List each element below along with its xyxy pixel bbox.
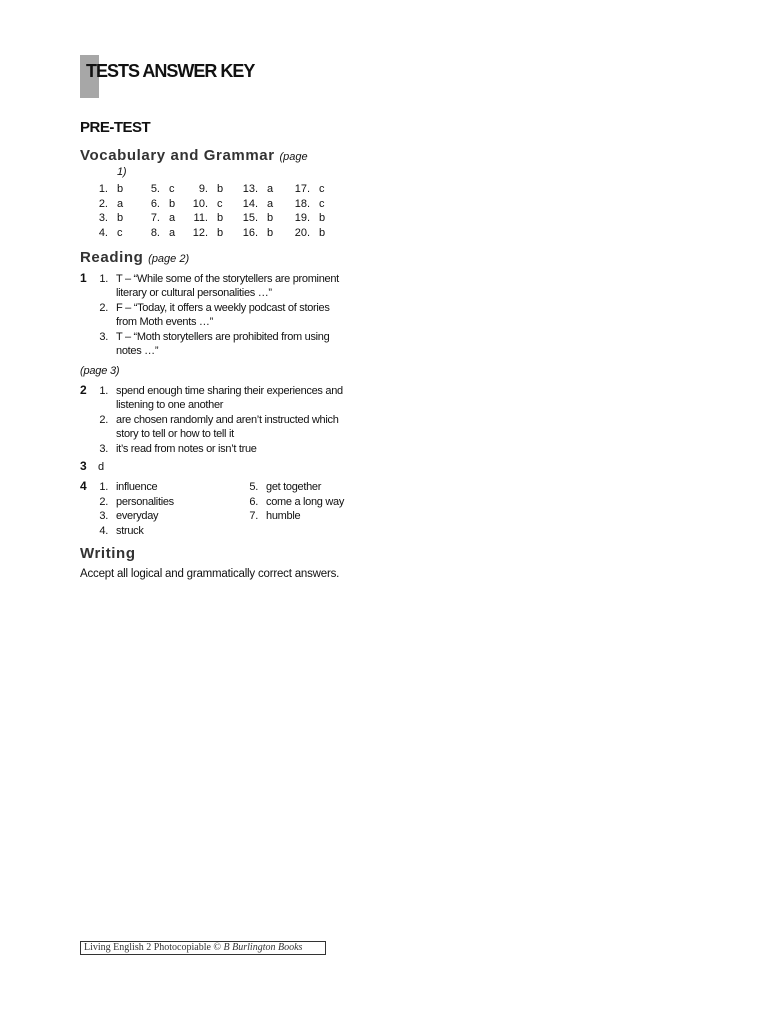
reading-q1-item-number: 2. — [99, 302, 108, 314]
reading-q1-item-text-cont: notes …” — [116, 345, 159, 357]
reading-q2-item-text: it’s read from notes or isn’t true — [116, 443, 257, 455]
vocab-answer-letter: b — [319, 226, 326, 239]
reading-q2-item-text-cont: story to tell or how to tell it — [116, 428, 234, 440]
reading-q4-left-item-number: 4. — [99, 524, 108, 537]
vocab-answer-letter: c — [169, 183, 175, 195]
vocab-question-number: 6. — [150, 197, 160, 210]
vocab-question-number: 9. — [198, 183, 208, 195]
vocab-page-ref: (page — [279, 151, 308, 163]
vocab-question-number: 12. — [192, 226, 208, 239]
vocab-question-number: 2. — [98, 197, 108, 210]
vocab-answer-letter: b — [217, 183, 224, 195]
vocab-answer-letter: a — [169, 212, 176, 224]
vocab-answer-letter: b — [117, 212, 124, 224]
reading-q4-left-item-number: 3. — [99, 510, 108, 522]
vocab-answer-letter: b — [267, 226, 274, 239]
reading-q1-item-text: F – “Today, it offers a weekly podcast of stories — [116, 302, 330, 314]
vocab-answer-grid — [80, 183, 380, 243]
reading-q4-right-item-text: come a long way — [266, 495, 345, 508]
vocab-answer-item — [230, 227, 280, 241]
reading-q4-right-item-number: 6. — [249, 495, 258, 508]
vocab-question-number: 5. — [150, 183, 160, 195]
reading-q4-right — [230, 479, 380, 539]
reading-q4-left-item-text: struck — [116, 524, 144, 537]
vocab-answer-item — [80, 212, 130, 226]
reading-q4-left-item — [80, 509, 230, 523]
reading-q4-left-item-text: personalities — [116, 495, 174, 508]
vocab-heading-text: Vocabulary and Grammar — [80, 147, 275, 164]
reading-q4-left-item-text: influence — [116, 481, 158, 493]
vocab-answer-item — [180, 198, 230, 212]
page-title: TESTS ANSWER KEY — [86, 61, 255, 81]
vocab-answer-item — [80, 227, 130, 241]
vocab-question-number: 8. — [150, 226, 160, 239]
vocab-question-number: 15. — [242, 212, 258, 224]
vocab-heading — [80, 147, 308, 166]
vocab-answer-letter: c — [319, 183, 325, 195]
reading-q2-item — [80, 413, 380, 441]
vocab-answer-item — [282, 198, 332, 212]
vocab-question-number: 13. — [242, 183, 258, 195]
vocab-question-number: 1. — [98, 183, 108, 195]
reading-q2-item-number: 3. — [99, 443, 108, 455]
vocab-answer-letter: b — [217, 226, 224, 239]
vocab-answer-item — [132, 198, 182, 212]
vocab-answer-letter: c — [319, 197, 325, 210]
vocab-answer-item — [282, 227, 332, 241]
reading-q2-item-text: are chosen randomly and aren’t instructed which — [116, 414, 339, 426]
reading-q4-left-item — [80, 480, 230, 494]
reading-q4-right-item-number: 7. — [249, 510, 258, 522]
vocab-answer-item — [80, 198, 130, 212]
vocab-answer-item — [230, 212, 280, 226]
vocab-answer-item — [180, 212, 230, 226]
reading-q4-right-item-number: 5. — [249, 481, 258, 493]
vocab-answer-item — [180, 183, 230, 197]
reading-q4-right-item-text: get together — [266, 481, 322, 493]
reading-q2-item-text: spend enough time sharing their experiences and — [116, 385, 343, 397]
vocab-answer-letter: c — [117, 226, 123, 239]
reading-q1-item-text-cont: from Moth events …” — [116, 316, 213, 328]
reading-q4-left-item — [80, 495, 230, 509]
vocab-answer-letter: a — [117, 197, 124, 210]
reading-q4-left-item — [80, 524, 230, 538]
vocab-question-number: 14. — [242, 197, 258, 210]
reading-q1-item — [80, 301, 380, 329]
vocab-answer-letter: b — [169, 197, 176, 210]
reading-q1-item-text: T – “While some of the storytellers are prominent — [116, 273, 339, 285]
vocab-question-number: 11. — [193, 212, 208, 224]
vocab-answer-letter: b — [217, 212, 224, 224]
vocab-answer-letter: a — [267, 197, 274, 210]
vocab-question-number: 19. — [294, 212, 310, 224]
reading-heading — [80, 249, 189, 268]
vocab-answer-item — [80, 183, 130, 197]
reading-q1-item-number: 1. — [99, 273, 108, 285]
reading-q1-item — [80, 272, 380, 300]
vocab-question-number: 20. — [294, 226, 310, 239]
vocab-answer-item — [230, 183, 280, 197]
reading-q4-right-item-text: humble — [266, 510, 301, 522]
reading-q1-item-number: 3. — [99, 331, 108, 343]
reading-page-ref: (page 2) — [148, 253, 190, 265]
vocab-answer-letter: b — [319, 212, 326, 224]
reading-q2-item — [80, 384, 380, 412]
vocab-answer-item — [282, 212, 332, 226]
vocab-answer-letter: c — [217, 197, 223, 210]
reading-heading-text: Reading — [80, 249, 144, 266]
reading-q2-list — [80, 383, 380, 458]
vocab-question-number: 3. — [98, 212, 108, 224]
reading-q4-number: 4 — [80, 479, 87, 493]
writing-text: Accept all logical and grammatically correct answers. — [80, 568, 340, 580]
vocab-answer-letter: b — [117, 183, 124, 195]
vocab-answer-letter: a — [267, 183, 274, 195]
reading-q4-left-item-text: everyday — [116, 510, 159, 522]
reading-q1-number: 1 — [80, 271, 87, 285]
vocab-question-number: 10. — [192, 197, 208, 210]
reading-q4-right-item — [230, 480, 380, 494]
vocab-question-number: 18. — [294, 197, 310, 210]
vocab-answer-item — [132, 212, 182, 226]
reading-q3-number: 3 — [80, 459, 87, 473]
vocab-question-number: 7. — [150, 212, 160, 224]
vocab-answer-letter: a — [169, 226, 176, 239]
reading-q2-number: 2 — [80, 383, 87, 397]
vocab-answer-item — [132, 183, 182, 197]
reading-q4-right-item — [230, 495, 380, 509]
reading-q2-item — [80, 442, 380, 456]
reading-q1-item-text-cont: literary or cultural personalities …” — [116, 287, 272, 299]
reading-q2-item-text-cont: listening to one another — [116, 399, 224, 411]
reading-q2-item-number: 2. — [99, 414, 108, 426]
reading-q1-item — [80, 330, 380, 358]
reading-q4-left-item-number: 1. — [99, 481, 108, 493]
vocab-question-number: 4. — [98, 226, 108, 239]
vocab-answer-item — [230, 198, 280, 212]
burlington-logo: B Burlington Books — [223, 942, 303, 953]
reading-page-ref-3: (page 3) — [80, 365, 120, 377]
reading-q1-item-text: T – “Moth storytellers are prohibited from using — [116, 331, 330, 343]
reading-q2-item-number: 1. — [99, 385, 108, 397]
vocab-answer-letter: b — [267, 212, 274, 224]
vocab-page-ref-cont: 1) — [117, 166, 127, 178]
reading-q4-left-item-number: 2. — [99, 495, 108, 508]
vocab-answer-item — [282, 183, 332, 197]
footer-text: Living English 2 Photocopiable © — [84, 942, 224, 953]
vocab-answer-item — [132, 227, 182, 241]
writing-heading: Writing — [80, 545, 136, 562]
reading-q1-list — [80, 271, 380, 361]
reading-q4-right-item — [230, 509, 380, 523]
reading-q3-answer: d — [98, 461, 104, 473]
vocab-answer-item — [180, 227, 230, 241]
vocab-question-number: 16. — [242, 226, 258, 239]
vocab-question-number: 17. — [294, 183, 310, 195]
footer-copyright — [80, 941, 326, 955]
pretest-label: PRE-TEST — [80, 119, 151, 136]
